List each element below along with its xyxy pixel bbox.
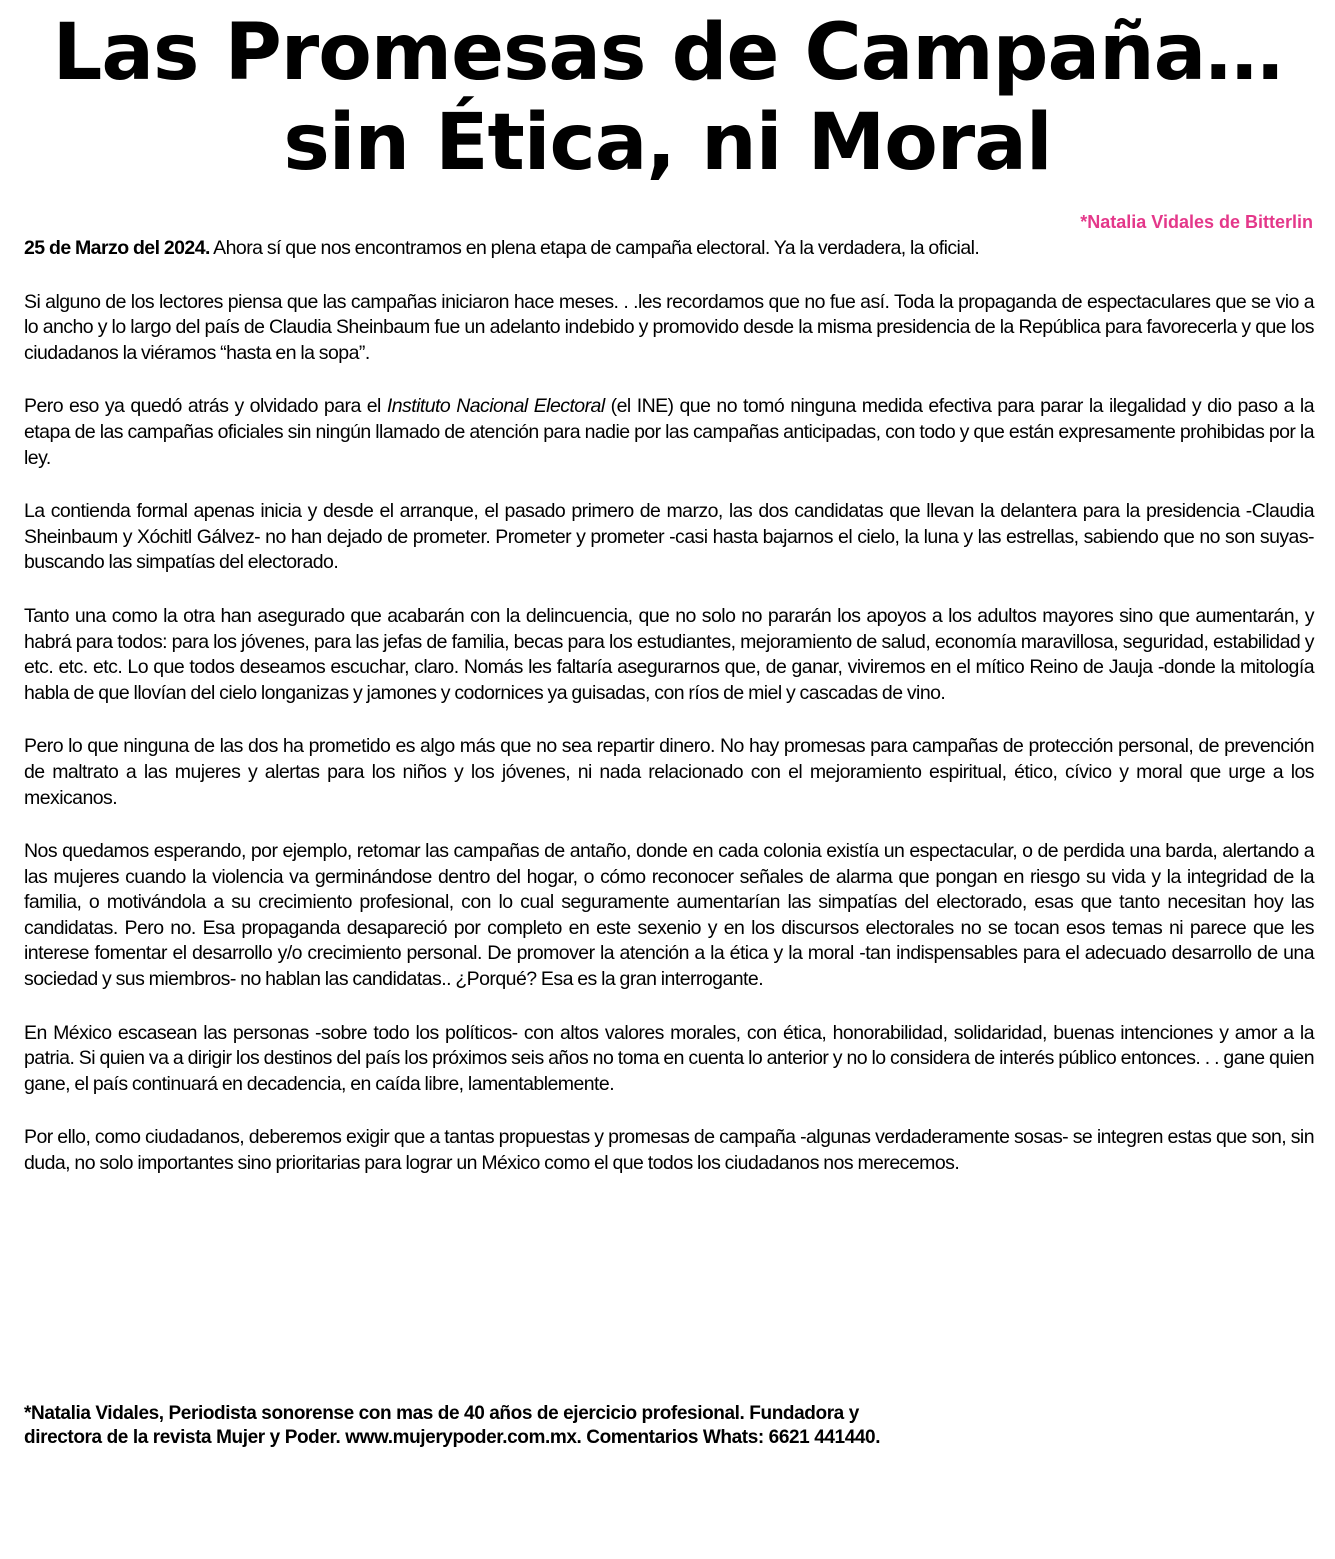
article-title: [0, 0, 1335, 188]
paragraph-3-text-b: (el INE) que no tomó ninguna medida efectiva para parar la ilegalidad y dio paso a la etapa de las campañas oficiales sin ningún llamado de atención para nadie por las campañas anticipadas, con todo y que están expresamente prohibidas por la ley.: [24, 395, 1314, 469]
author-bio-line-1: *Natalia Vidales, Periodista sonorense con mas de 40 años de ejercicio profesional. Fundadora y: [24, 1403, 859, 1424]
title-line-1: Las Promesas de Campaña…: [52, 8, 1283, 98]
paragraph-6: Pero lo que ninguna de las dos ha prometido es algo más que no sea repartir dinero. No hay promesas para campañas de protección personal, de prevención de maltrato a las mujeres y alertas para los niños y los jóvenes, ni nada relacionado con el mejoramiento espiritual, ético, cívico y moral que urge a los mexicanos.: [24, 735, 1314, 809]
author-bio-line-2: directora de la revista Mujer y Poder. www.mujerypoder.com.mx. Comentarios Whats: 6621 441440.: [24, 1427, 881, 1448]
paragraph-1-text: Ahora sí que nos encontramos en plena etapa de campaña electoral. Ya la verdadera, la oficial.: [209, 237, 980, 259]
paragraph-1: [24, 236, 1314, 262]
paragraph-2: Si alguno de los lectores piensa que las campañas iniciaron hace meses. . .les recordamos que no fue así. Toda la propaganda de espectaculares que se vio a lo ancho y lo largo del país de Claudia Sheinbaum fue un adelanto indebido y promovido desde la misma presidencia de la República para favorecerla y que los ciudadanos la viéramos “hasta en la sopa”.: [24, 290, 1314, 364]
paragraph-7: Nos quedamos esperando, por ejemplo, retomar las campañas de antaño, donde en cada colonia existía un espectacular, o de perdida una barda, alertando a las mujeres cuando la violencia va germinándose dentro del hogar, o cómo reconocer señales de alarma que pongan en riesgo su vida y la integridad de la familia, o motivándola a su crecimiento profesional, con lo cual seguramente aumentarían las simpatías del electorado, esas que tanto necesitan hoy las candidatas. Pero no. Esa propaganda desapareció por completo en este sexenio y en los discursos electorales no se tocan esos temas ni parece que les interese fomentar el desarrollo y/o crecimiento personal. De promover la atención a la ética y la moral -tan indispensables para el adecuado desarrollo de una sociedad y sus miembros- no hablan las candidatas.. ¿Porqué? Esa es la gran interrogante.: [24, 840, 1314, 991]
paragraph-5: Tanto una como la otra han asegurado que acabarán con la delincuencia, que no solo no pararán los apoyos a los adultos mayores sino que aumentarán, y habrá para todos: para los jóvenes, para las jefas de familia, becas para los estudiantes, mejoramiento de salud, economía maravillosa, seguridad, estabilidad y etc. etc. etc. Lo que todos deseamos escuchar, claro. Nomás les faltaría asegurarnos que, de ganar, viviremos en el mítico Reino de Jauja -donde la mitología habla de que llovían del cielo longanizas y jamones y codornices ya guisadas, con ríos de miel y cascadas de vino.: [24, 604, 1314, 704]
paragraph-4: La contienda formal apenas inicia y desde el arranque, el pasado primero de marzo, las dos candidatas que llevan la delantera para la presidencia -Claudia Sheinbaum y Xóchitl Gálvez- no han dejado de prometer. Prometer y prometer -casi hasta bajarnos el cielo, la luna y las estrellas, sabiendo que no son suyas- buscando las simpatías del electorado.: [24, 500, 1314, 574]
paragraph-8: En México escasean las personas -sobre todo los políticos- con altos valores morales, con ética, honorabilidad, solidaridad, buenas intenciones y amor a la patria. Si quien va a dirigir los destinos del país los próximos seis años no toma en cuenta lo anterior y no lo considera de interés público entonces. . . gane quien gane, el país continuará en decadencia, en caída libre, lamentablemente.: [24, 1021, 1314, 1095]
paragraph-3: [24, 394, 1314, 471]
dateline: 25 de Marzo del 2024.: [24, 237, 210, 259]
title-line-2: sin Ética, ni Moral: [283, 98, 1052, 188]
institution-name: Instituto Nacional Electoral: [386, 395, 605, 418]
author-byline: *Natalia Vidales de Bitterlin: [1080, 212, 1313, 232]
paragraph-3-text-a: Pero eso ya quedó atrás y olvidado para el: [24, 395, 387, 418]
paragraph-9: Por ello, como ciudadanos, deberemos exigir que a tantas propuestas y promesas de campaña -algunas verdaderamente sosas- se integren estas que son, sin duda, no solo importantes sino prioritarias para lograr un México como el que todos los ciudadanos nos merecemos.: [24, 1126, 1314, 1175]
article-body: [24, 236, 1314, 1205]
author-bio: [24, 1402, 1314, 1450]
